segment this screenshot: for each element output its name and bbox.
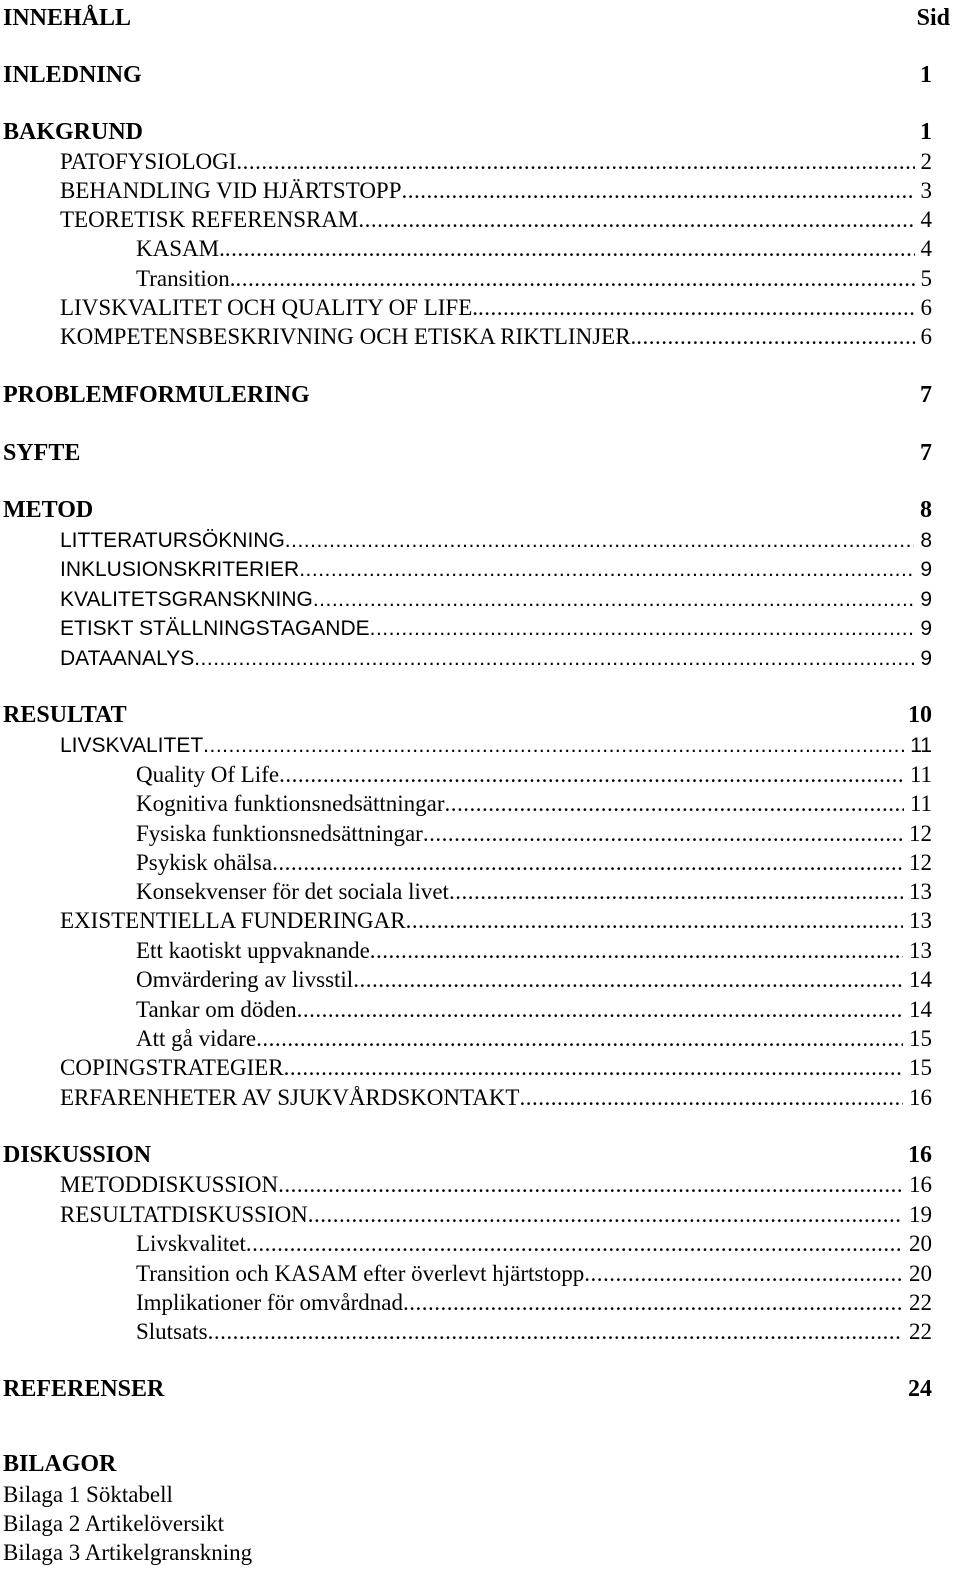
dot-leader [406, 906, 903, 935]
entry-label: ERFARENHETER AV SJUKVÅRDSKONTAKT [60, 1085, 520, 1110]
toc-entry[interactable] [0, 877, 960, 906]
toc-entry[interactable] [0, 322, 960, 351]
toc-entry[interactable] [0, 819, 960, 848]
dot-leader [370, 936, 903, 965]
dot-leader [225, 234, 915, 263]
toc-entry[interactable] [0, 644, 960, 673]
entry-label: COPINGSTRATEGIER [60, 1055, 284, 1080]
section-page: 16 [908, 1142, 932, 1168]
appendix-item[interactable]: Bilaga 3 Artikelgranskning [3, 1540, 253, 1565]
entry-page: 12 [909, 850, 932, 875]
dot-leader [236, 147, 914, 176]
toc-entry[interactable] [0, 1288, 960, 1317]
entry-label: ETISKT STÄLLNINGSTAGANDE [60, 617, 370, 640]
toc-section-bilagor[interactable] [0, 1450, 960, 1479]
toc-entry[interactable] [0, 936, 960, 965]
toc-entry[interactable] [0, 526, 960, 555]
section-label: INLEDNING [3, 62, 142, 88]
dot-leader [519, 1083, 903, 1112]
entry-label: Livskvalitet [136, 1231, 246, 1256]
entry-label: Quality Of Life [136, 762, 280, 787]
entry-page: 16 [909, 1085, 932, 1110]
toc-entry[interactable] [0, 1053, 960, 1082]
entry-label: Kognitiva funktionsnedsättningar [136, 791, 445, 816]
dot-leader [584, 1259, 903, 1288]
toc-entry[interactable] [0, 147, 960, 176]
entry-page: 13 [909, 879, 932, 904]
entry-label: Psykisk ohälsa [136, 850, 273, 875]
section-page: 1 [920, 119, 932, 145]
toc-entry[interactable] [0, 234, 960, 263]
section-page: 24 [908, 1376, 932, 1402]
toc-entry[interactable] [0, 1229, 960, 1258]
dot-leader [370, 614, 915, 643]
dot-leader [279, 760, 904, 789]
entry-page: 2 [920, 149, 932, 174]
toc-entry[interactable] [0, 293, 960, 322]
entry-label: Att gå vidare [136, 1026, 257, 1051]
entry-label: TEORETISK REFERENSRAM [60, 207, 359, 232]
entry-label: Transition. [136, 266, 236, 291]
dot-leader [313, 585, 914, 614]
toc-entry[interactable] [0, 906, 960, 935]
dot-leader [445, 789, 904, 818]
appendix-item[interactable]: Bilaga 1 Söktabell [3, 1482, 173, 1507]
dot-leader [272, 848, 903, 877]
section-label: DISKUSSION [3, 1142, 152, 1168]
entry-page: 3 [920, 178, 932, 203]
entry-page: 22 [909, 1319, 932, 1344]
entry-label: Omvärdering av livsstil [136, 967, 354, 992]
dot-leader [194, 644, 914, 673]
entry-label: Fysiska funktionsnedsättningar [136, 821, 423, 846]
toc-entry[interactable] [0, 1024, 960, 1053]
entry-page: 12 [909, 821, 932, 846]
toc-entry[interactable] [0, 205, 960, 234]
dot-leader [308, 1200, 903, 1229]
toc-entry[interactable] [0, 1083, 960, 1112]
dot-leader [203, 731, 904, 760]
section-label: METOD [3, 497, 94, 523]
dot-leader [297, 995, 903, 1024]
toc-section-referenser[interactable] [0, 1375, 960, 1404]
entry-page: 13 [909, 938, 932, 963]
dot-leader [478, 293, 914, 322]
toc-entry[interactable] [0, 1259, 960, 1288]
page-column-header: Sid [916, 5, 950, 31]
section-page: 1 [920, 62, 932, 88]
entry-page: 19 [909, 1202, 932, 1227]
entry-page: 9 [920, 588, 932, 611]
entry-label: Tankar om döden [136, 997, 297, 1022]
dot-leader [256, 1024, 903, 1053]
toc-entry[interactable] [0, 555, 960, 584]
entry-page: 4 [920, 236, 932, 261]
entry-label: EXISTENTIELLA FUNDERINGAR [60, 908, 406, 933]
toc-section-metod[interactable] [0, 496, 960, 525]
toc-entry[interactable] [0, 848, 960, 877]
dot-leader [636, 322, 914, 351]
toc-title-row [0, 4, 960, 33]
section-label: SYFTE [3, 440, 81, 466]
entry-page: 14 [909, 997, 932, 1022]
entry-label: LIVSKVALITET [60, 734, 204, 757]
section-page: 7 [920, 382, 932, 408]
entry-page: 13 [909, 908, 932, 933]
entry-page: 4 [920, 207, 932, 232]
entry-label: LIVSKVALITET OCH QUALITY OF LIFE. [60, 295, 479, 320]
toc-entry[interactable] [0, 731, 960, 760]
entry-label: KASAM. [136, 236, 225, 261]
entry-page: 9 [920, 647, 932, 670]
dot-leader [358, 205, 914, 234]
entry-label: Implikationer för omvårdnad [136, 1290, 403, 1315]
toc-entry[interactable] [0, 1200, 960, 1229]
section-label: BAKGRUND [3, 119, 144, 145]
dot-leader [449, 877, 903, 906]
toc-entry[interactable] [0, 1170, 960, 1199]
entry-label: LITTERATURSÖKNING [60, 529, 285, 552]
section-label: RESULTAT [3, 702, 127, 728]
entry-page: 9 [920, 558, 932, 581]
entry-page: 15 [909, 1055, 932, 1080]
section-label: PROBLEMFORMULERING [3, 382, 310, 408]
dot-leader [423, 819, 903, 848]
entry-label: INKLUSIONSKRITERIER [60, 558, 300, 581]
entry-page: 9 [920, 617, 932, 640]
toc-entry[interactable] [0, 789, 960, 818]
dot-leader [246, 1229, 903, 1258]
entry-label: METODDISKUSSION [60, 1172, 279, 1197]
toc-section-inledning[interactable] [0, 61, 960, 90]
toc-section-problemformulering[interactable] [0, 381, 960, 410]
entry-label: PATOFYSIOLOGI [60, 149, 237, 174]
entry-page: 11 [910, 734, 932, 757]
entry-label: Konsekvenser för det sociala livet [136, 879, 449, 904]
toc-entry[interactable] [0, 585, 960, 614]
entry-label: BEHANDLING VID HJÄRTSTOPP [60, 178, 402, 203]
section-page: 7 [920, 440, 932, 466]
section-page: 10 [908, 702, 932, 728]
dot-leader [402, 176, 915, 205]
toc-section-syfte[interactable] [0, 439, 960, 468]
dot-leader [353, 965, 903, 994]
entry-page: 8 [920, 529, 932, 552]
section-label: BILAGOR [3, 1451, 117, 1477]
toc-section-bakgrund[interactable] [0, 118, 960, 147]
dot-leader [284, 1053, 903, 1082]
toc-entry[interactable] [0, 614, 960, 643]
toc-entry[interactable] [0, 1317, 960, 1346]
entry-label: DATAANALYS [60, 647, 195, 670]
toc-section-resultat[interactable] [0, 701, 960, 730]
toc-section-diskussion[interactable] [0, 1141, 960, 1170]
entry-page: 5 [920, 266, 932, 291]
entry-label: Transition och KASAM efter överlevt hjärtstopp [136, 1261, 585, 1286]
entry-page: 14 [909, 967, 932, 992]
toc-entry[interactable] [0, 965, 960, 994]
entry-page: 20 [909, 1231, 932, 1256]
entry-label: KOMPETENSBESKRIVNING OCH ETISKA RIKTLINJER. [60, 324, 637, 349]
dot-leader [403, 1288, 903, 1317]
entry-page: 6 [920, 295, 932, 320]
entry-page: 16 [909, 1172, 932, 1197]
dot-leader [278, 1170, 903, 1199]
section-label: REFERENSER [3, 1376, 165, 1402]
entry-label: KVALITETSGRANSKNING [60, 588, 313, 611]
entry-page: 20 [909, 1261, 932, 1286]
appendix-item[interactable]: Bilaga 2 Artikelöversikt [3, 1511, 225, 1536]
section-page: 8 [920, 497, 932, 523]
toc-entry[interactable] [0, 176, 960, 205]
entry-label: RESULTATDISKUSSION [60, 1202, 308, 1227]
toc-entry[interactable] [0, 264, 960, 293]
entry-page: 6 [920, 324, 932, 349]
entry-label: Slutsats [136, 1319, 208, 1344]
dot-leader [285, 526, 915, 555]
entry-page: 22 [909, 1290, 932, 1315]
dot-leader [235, 264, 914, 293]
entry-page: 11 [909, 762, 932, 787]
entry-page: 11 [909, 791, 932, 816]
entry-label: Ett kaotiskt uppvaknande [136, 938, 370, 963]
toc-title: INNEHÅLL [3, 5, 132, 31]
toc-entry[interactable] [0, 760, 960, 789]
toc-entry[interactable] [0, 995, 960, 1024]
entry-page: 15 [909, 1026, 932, 1051]
dot-leader [299, 555, 914, 584]
dot-leader [208, 1317, 903, 1346]
